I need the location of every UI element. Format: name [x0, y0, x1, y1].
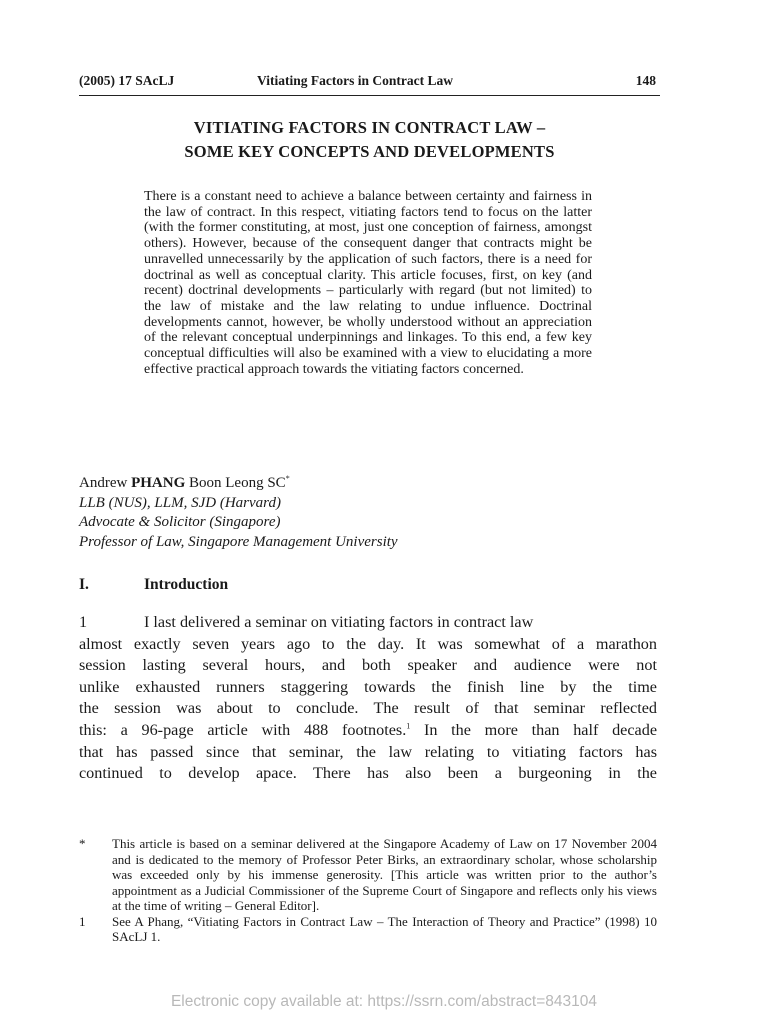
article-title: [79, 116, 660, 164]
footnote-reference[interactable]: 1: [406, 721, 411, 731]
author-affiliation: Professor of Law, Singapore Management University: [79, 533, 398, 550]
section-number: I.: [79, 576, 89, 593]
paragraph-line: 1 I last delivered a seminar on vitiating factors in contract law: [79, 612, 657, 634]
footnote-text: This article is based on a seminar delivered at the Singapore Academy of Law on 17 November 2004 and is dedicated to the memory of Professor Peter Birks, an extraordinary scholar, whose scholarship was exceeded only by his immense generosity. [This article was written prior to the author’s appointment as a Judicial Commissioner of the Supreme Court of Singapore and reflects only his views at the time of writing – General Editor].: [112, 836, 657, 913]
author-other-names: Boon Leong SC: [189, 475, 286, 491]
footnote-mark: *: [79, 836, 86, 851]
author-degrees: LLB (NUS), LLM, SJD (Harvard): [79, 494, 281, 511]
paragraph-line: the session was about to conclude. The result of that seminar reflected: [79, 699, 657, 718]
footnote: [79, 914, 657, 945]
author-given-name: Andrew: [79, 475, 128, 491]
footnotes: [79, 836, 657, 945]
paragraph-line: session lasting several hours, and both speaker and audience were not: [79, 656, 657, 675]
section-title: Introduction: [144, 576, 229, 593]
paragraph-number: 1: [79, 613, 88, 631]
author-surname: PHANG: [131, 475, 186, 491]
paragraph-1: [79, 612, 657, 785]
article-title-line-1: VITIATING FACTORS IN CONTRACT LAW –: [193, 118, 546, 137]
paragraph-line: continued to develop apace. There has also been a burgeoning in the: [79, 764, 657, 783]
author-position: Advocate & Solicitor (Singapore): [79, 514, 281, 530]
paragraph-line: unlike exhausted runners staggering towards the finish line by the time: [79, 677, 657, 696]
paragraph-line: this: a 96-page article with 488 footnotes.$^1$ In the more than half decade: [79, 720, 658, 739]
running-header: [79, 71, 660, 96]
footnote: [79, 836, 657, 914]
page-number: 148: [635, 73, 656, 88]
author-footnote-mark: *: [285, 474, 290, 483]
footnote-mark: 1: [79, 913, 86, 929]
author-block: [79, 474, 660, 552]
article-title-line-2: SOME KEY CONCEPTS AND DEVELOPMENTS: [184, 142, 555, 161]
footnote-text: See A Phang, “Vitiating Factors in Contract Law – The Interaction of Theory and Practice” (1998) 10 SAcLJ 1.: [112, 913, 657, 944]
paragraph-line: that has passed since that seminar, the law relating to vitiating factors has: [79, 742, 657, 761]
abstract: There is a constant need to achieve a balance between certainty and fairness in the law of contract. In this respect, vitiating factors tend to focus on the latter (with the former constituting, at most, just one conception of fairness, amongst others). However, because of the consequent danger that contracts might be unravelled unnecessarily by the application of such factors, there is a need for doctrinal as well as conceptual clarity. This article focuses, first, on key (and recent) doctrinal developments – particularly with regard (but not limited) to the law of mistake and the law relating to undue influence. Doctrinal developments cannot, however, be wholly understood without an appreciation of the relevant conceptual underpinnings and linkages. To this end, a few key conceptual difficulties will also be examined with a view to elucidating a more effective practical approach towards the vitiating factors concerned.: [144, 189, 592, 377]
ssrn-watermark[interactable]: Electronic copy available at: https://ssrn.com/abstract=843104: [170, 993, 598, 1010]
author-name: [79, 474, 660, 494]
running-title: Vitiating Factors in Contract Law: [257, 73, 453, 88]
paragraph-line: almost exactly seven years ago to the day. It was somewhat of a marathon: [79, 634, 657, 653]
journal-citation: (2005) 17 SAcLJ: [79, 73, 175, 88]
